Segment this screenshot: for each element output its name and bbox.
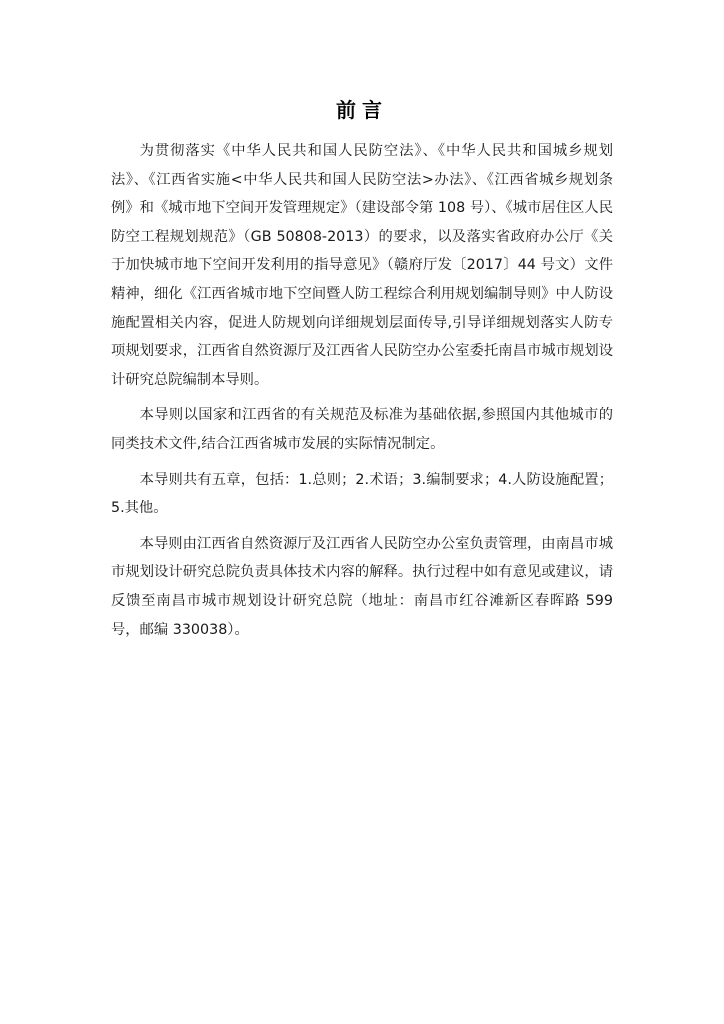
paragraph-basis: 本导则以国家和江西省的有关规范及标准为基础依据,参照国内其他城市的同类技术文件,结合江西省城市发展的实际情况制定。	[111, 407, 613, 452]
paragraph-purpose: 为贯彻落实《中华人民共和国人民防空法》、《中华人民共和国城乡规划法》、《江西省实施<中华人民共和国人民防空法>办法》、《江西省城乡规划条例》和《城市地下空间开发管理规定》（建设部令第 108 号）、《城市居住区人民防空工程规划规范》（GB 50808-2013）的要求，以及落实省政府办公厅《关于加快城市地下空间开发利用的指导意见》（赣府厅发〔2017〕44 号文）文件精神，细化《江西省城市地下空间暨人防工程综合利用规划编制导则》中人防设施配置相关内容，促进人防规划向详细规划层面传导,引导详细规划落实人防专项规划要求，江西省自然资源厅及江西省人民防空办公室委托南昌市城市规划设计研究总院编制本导则。	[111, 143, 613, 388]
paragraph-management: 本导则由江西省自然资源厅及江西省人民防空办公室负责管理，由南昌市城市规划设计研究总院负责具体技术内容的解释。执行过程中如有意见或建议，请反馈至南昌市城市规划设计研究总院（地址：南昌市红谷滩新区春晖路 599 号，邮编 330038）。	[111, 535, 613, 638]
paragraph-chapters: 本导则共有五章，包括：1.总则；2.术语；3.编制要求；4.人防设施配置；5.其他。	[111, 471, 613, 517]
document-body	[111, 137, 613, 651]
page-title: 前言	[336, 98, 388, 122]
